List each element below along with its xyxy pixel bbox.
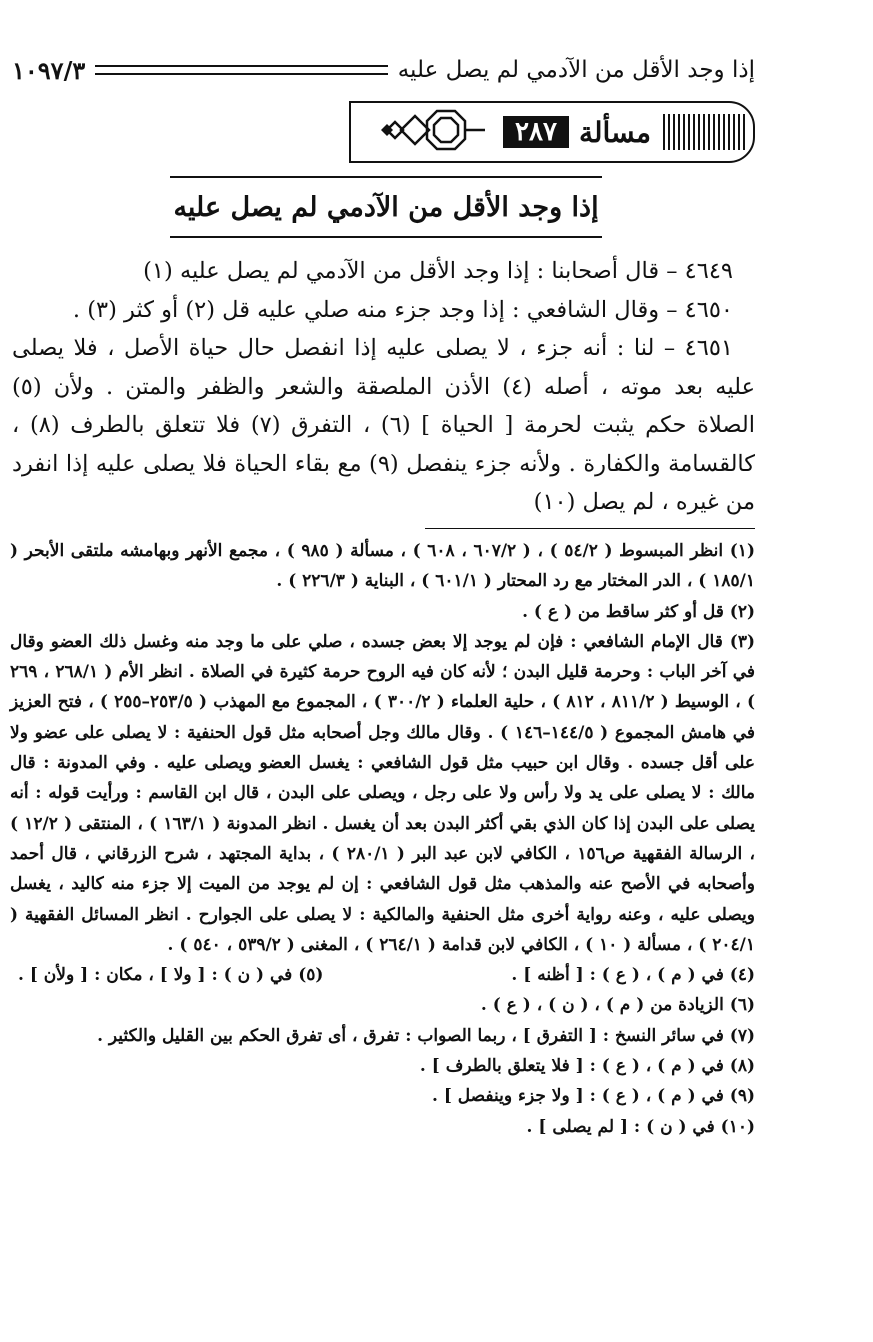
footnote-8: (٨) في ( م ) ، ( ع ) : [ فلا يتعلق بالطرف ] . — [419, 1056, 755, 1077]
paragraph-4651: ٤٦٥١ – لنا : أنه جزء ، لا يصلى عليه إذا انفصل حال حياة الأصل ، فلا يصلى عليه بعد موته ، أصله (٤) الأذن الملصقة والشعر والظفر والمتن . ولأن (٥) الصلاة حكم يثبت لحرمة [ الحياة ] (٦) ، التفرق (٧) فلا تتعلق بالطرف (٨) ، كالقسامة والكفارة . ولأنه جزء ينفصل (٩) مع بقاء الحياة فلا يصلى عليه إذا انفرد من غيره ، لم يصل (١٠) — [12, 335, 756, 515]
footnote-9: (٩) في ( م ) ، ( ع ) : [ ولا جزء وينفصل ] . — [432, 1086, 755, 1107]
footnote-1: (١) انظر المبسوط ( ٥٤/٢ ) ، ( ٦٠٧/٢ ، ٦٠٨ ) ، مسألة ( ٩٨٥ ) ، مجمع الأنهر وبهامشه ملتقى الأبحر ( ١٨٥/١ ) ، الدر المختار مع رد المحتار ( ٦٠١/١ ) ، البناية ( ٢٢٦/٣ ) . — [10, 541, 755, 592]
footnote-6: (٦) الزيادة من ( م ) ، ( ن ) ، ( ع ) . — [480, 995, 755, 1016]
footnote-2: (٢) قل أو كثر ساقط من ( ع ) . — [522, 601, 755, 622]
geometric-ornament-icon — [379, 105, 489, 159]
footnotes — [10, 536, 755, 1142]
paragraph-4649: ٤٦٤٩ – قال أصحابنا : إذا وجد الأقل من الآدمي لم يصل عليه (١) — [143, 258, 733, 284]
footnote-divider — [425, 528, 755, 529]
page-title: إذا وجد الأقل من الآدمي لم يصل عليه — [170, 176, 602, 238]
header-double-rule — [95, 65, 388, 75]
footnote-5: (٥) في ( ن ) : [ ولا ] ، مكان : [ ولأن ] . — [18, 965, 324, 986]
masala-number: ٢٨٧ — [503, 116, 569, 148]
footnote-10: (١٠) في ( ن ) : [ لم يصلى ] . — [526, 1116, 755, 1137]
footnote-4: (٤) في ( م ) ، ( ع ) : [ أظنه ] . — [511, 965, 755, 986]
footnote-row-4-5 — [10, 960, 755, 990]
footnote-3: (٣) قال الإمام الشافعي : فإن لم يوجد إلا بعض جسده ، صلي على ما وجد منه وغسل ذلك العضو وقال في آخر الباب : وحرمة قليل البدن ؛ لأنه كان فيه الروح حرمة كثيرة في الصلاة . انظر الأم ( ٢٦٨/١ ، ٢٦٩ ) ، الوسيط ( ٨١١/٢ ، ٨١٢ ) ، حلية العلماء ( ٣٠٠/٢ ) ، المجموع مع المهذب ( ٢٥٣/٥–٢٥٥ ) ، فتح العزيز في هامش المجموع ( ١٤٤/٥–١٤٦ ) . وقال مالك وجل أصحابه مثل قول الحنفية : لا يصلى على عضو ولا على أقل جسده . وقال ابن حبيب مثل قول الشافعي : يغسل العضو ويصلى عليه . وفي المدونة : قال مالك : لا يصلى على يد ولا رأس ولا على رجل ، ويصلى على البدن ، قال ابن القاسم : ورأيت قوله : أنه يصلى على البدن إذا كان الذي بقي أكثر البدن بعد أن يغسل . انظر المدونة ( ١٦٣/١ ) ، المنتقى ( ١٢/٢ ) ، الرسالة الفقهية ص١٥٦ ، الكافي لابن عبد البر ( ٢٨٠/١ ) ، بداية المجتهد ، شرح الزرقاني ، قال أحمد وأصحابه في الأصح عنه والمذهب مثل قول الشافعي : إن لم يوجد من الميت إلا جزء منه كاليد ، يغسل ويصلى عليه ، وعنه رواية أخرى مثل الحنفية والمالكية : لا يصلى على الجوارح . انظر المسائل الفقهية ( ٢٠٤/١ ) ، مسألة ( ١٠ ) ، الكافي لابن قدامة ( ٢٦٤/١ ) ، المغنى ( ٥٣٩/٢ ، ٥٤٠ ) . — [10, 631, 756, 955]
masala-badge — [349, 101, 755, 163]
main-text — [12, 252, 755, 522]
page-reference: ١٠٩٧/٣ — [12, 55, 86, 85]
masala-label: مسألة — [578, 115, 651, 149]
stripes-ornament — [663, 114, 745, 150]
footnote-7: (٧) في سائر النسخ : [ التفرق ] ، ربما الصواب : تفرق ، أى تفرق الحكم بين القليل والكثير . — [97, 1025, 755, 1046]
running-header — [12, 50, 755, 90]
running-title: إذا وجد الأقل من الآدمي لم يصل عليه — [397, 57, 755, 83]
paragraph-4650: ٤٦٥٠ – وقال الشافعي : إذا وجد جزء منه صلي عليه قل (٢) أو كثر (٣) . — [72, 296, 733, 323]
